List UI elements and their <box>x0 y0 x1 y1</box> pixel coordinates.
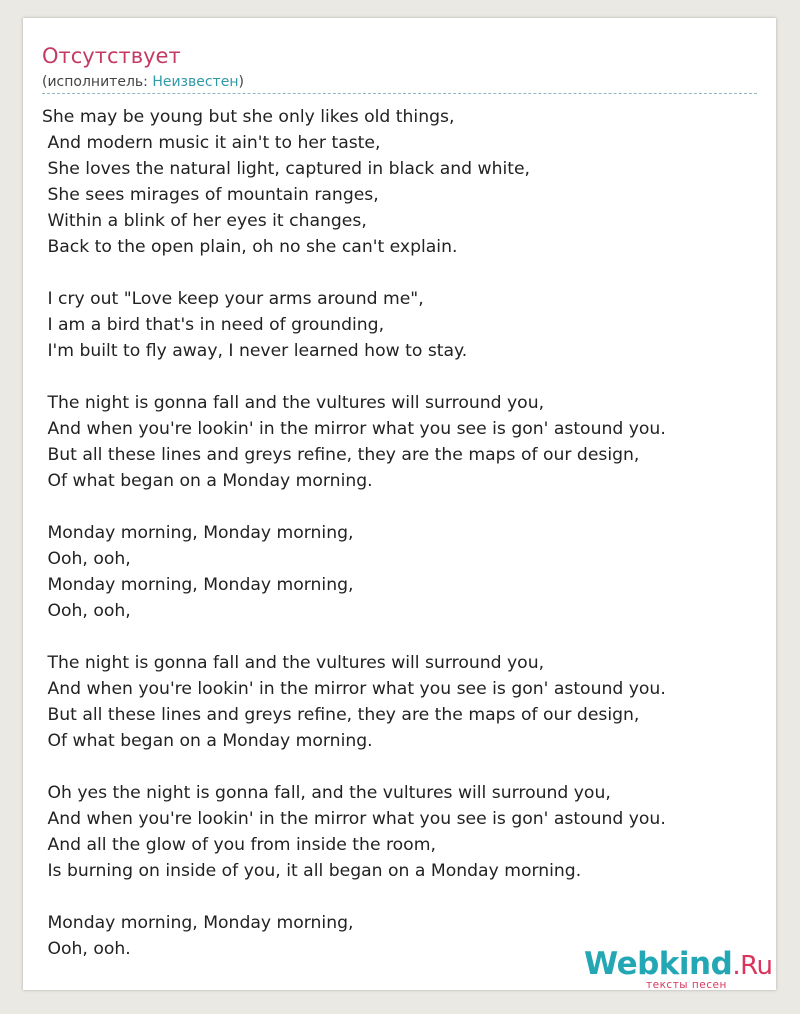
lyric-line: Oh yes the night is gonna fall, and the vultures will surround you, <box>42 783 611 803</box>
lyric-line: Within a blink of her eyes it changes, <box>42 211 367 231</box>
lyric-line: The night is gonna fall and the vultures will surround you, <box>42 393 545 413</box>
lyric-line: And modern music it ain't to her taste, <box>42 133 381 153</box>
lyric-line: And when you're lookin' in the mirror what you see is gon' astound you. <box>42 679 666 699</box>
lyric-blank-line <box>42 754 666 780</box>
lyric-line: She loves the natural light, captured in black and white, <box>42 159 531 179</box>
lyric-line: And when you're lookin' in the mirror what you see is gon' astound you. <box>42 809 666 829</box>
artist-prefix: (исполнитель: <box>42 74 153 90</box>
lyric-line: Monday morning, Monday morning, <box>42 523 354 543</box>
lyric-line: Back to the open plain, oh no she can't explain. <box>42 237 458 257</box>
lyric-line: Monday morning, Monday morning, <box>42 913 354 933</box>
lyric-line: I'm built to fly away, I never learned how to stay. <box>42 341 468 361</box>
artist-link[interactable]: Неизвестен <box>152 74 239 90</box>
header-divider <box>42 93 757 94</box>
lyric-line: The night is gonna fall and the vultures will surround you, <box>42 653 545 673</box>
lyric-line: Is burning on inside of you, it all began on a Monday morning. <box>42 861 582 881</box>
lyric-line: Ooh, ooh, <box>42 549 131 569</box>
lyric-blank-line <box>42 884 666 910</box>
lyric-line: I am a bird that's in need of grounding, <box>42 315 385 335</box>
lyric-line: Ooh, ooh, <box>42 601 131 621</box>
lyrics-block <box>42 104 666 962</box>
logo-main-text: Webkind <box>584 946 733 982</box>
lyric-blank-line <box>42 624 666 650</box>
lyric-blank-line <box>42 364 666 390</box>
lyric-blank-line <box>42 494 666 520</box>
lyric-line: But all these lines and greys refine, they are the maps of our design, <box>42 445 640 465</box>
lyric-line: And all the glow of you from inside the room, <box>42 835 436 855</box>
song-title: Отсутствует <box>42 44 181 68</box>
webkind-logo[interactable] <box>584 944 774 994</box>
artist-line <box>42 72 244 92</box>
logo-tagline: тексты песен <box>646 979 727 991</box>
lyric-blank-line <box>42 260 666 286</box>
logo-tld: .Ru <box>732 951 773 981</box>
lyric-line: I cry out "Love keep your arms around me", <box>42 289 424 309</box>
lyric-line: Monday morning, Monday morning, <box>42 575 354 595</box>
lyric-line: But all these lines and greys refine, they are the maps of our design, <box>42 705 640 725</box>
artist-suffix: ) <box>238 74 244 90</box>
lyric-line: Of what began on a Monday morning. <box>42 471 373 491</box>
lyric-line: And when you're lookin' in the mirror what you see is gon' astound you. <box>42 419 666 439</box>
lyric-line: Ooh, ooh. <box>42 939 131 959</box>
lyric-line: She sees mirages of mountain ranges, <box>42 185 379 205</box>
lyric-line: Of what began on a Monday morning. <box>42 731 373 751</box>
lyric-line: She may be young but she only likes old things, <box>42 107 455 127</box>
